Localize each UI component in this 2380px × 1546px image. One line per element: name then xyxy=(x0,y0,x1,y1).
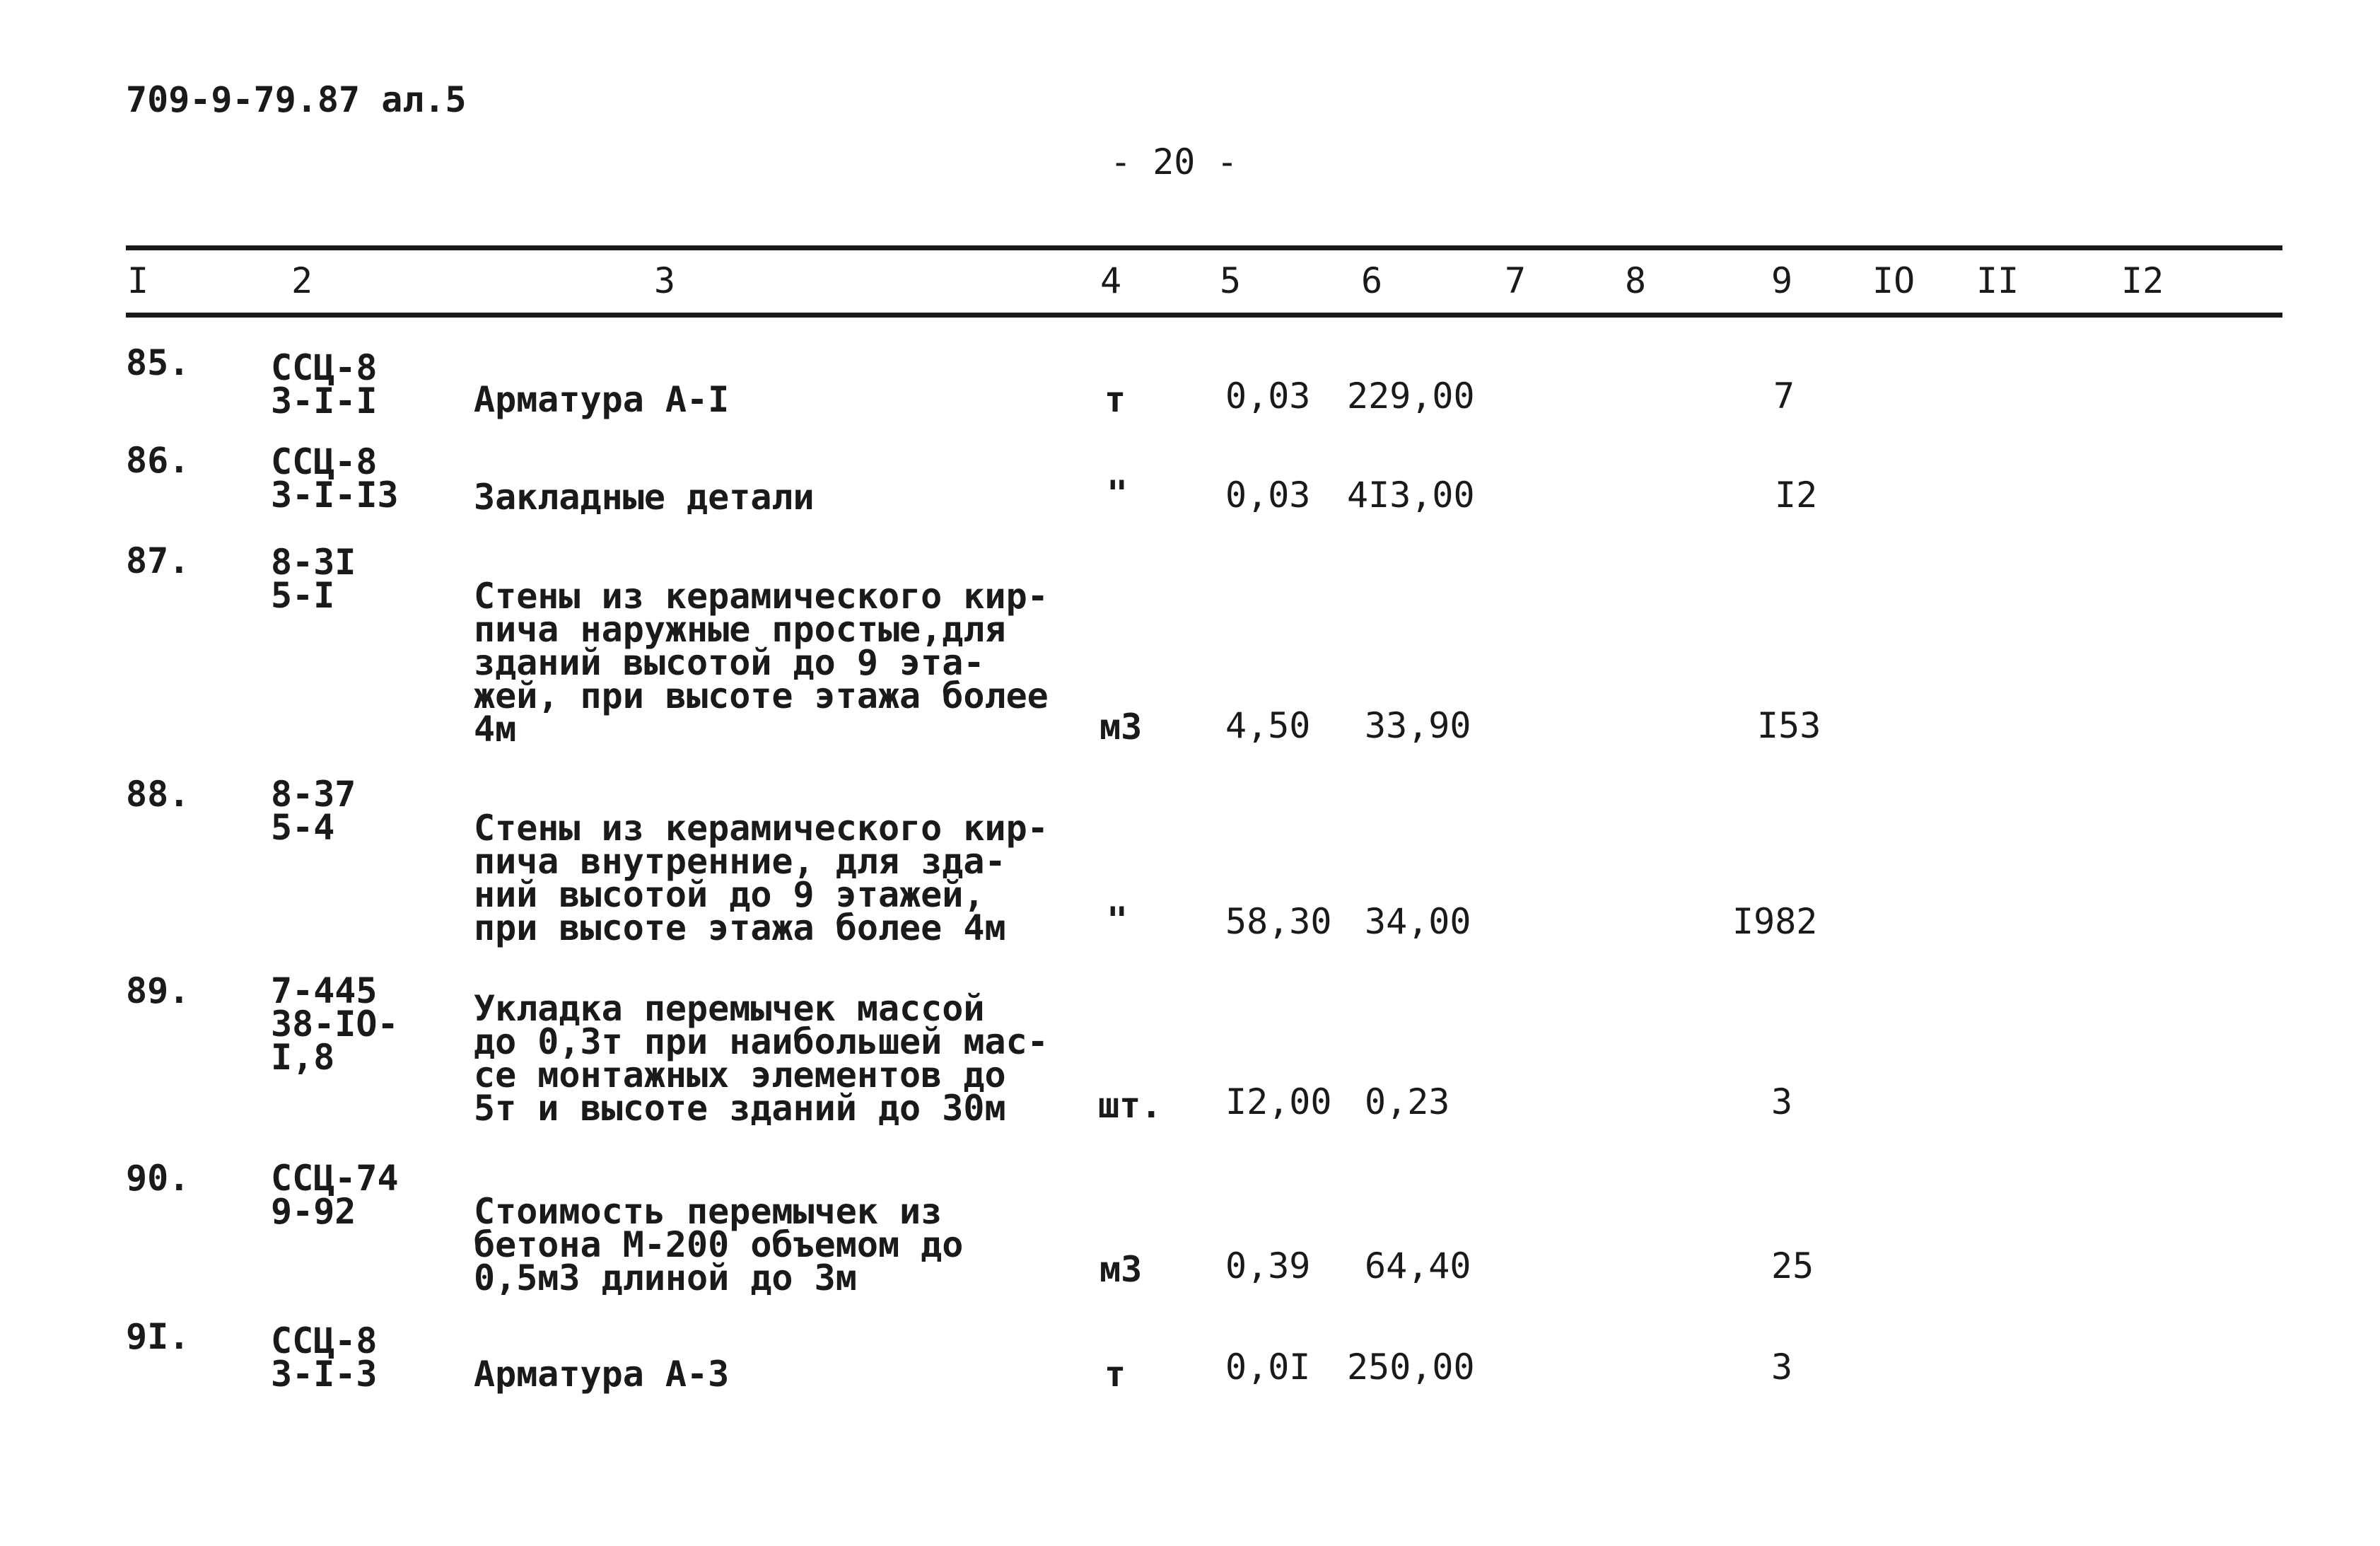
row-quantity: 0,0I xyxy=(1225,1347,1311,1388)
row-unit: т xyxy=(1104,1354,1126,1395)
col-header-5: 5 xyxy=(1220,260,1242,301)
col-header-12: I2 xyxy=(2121,260,2164,301)
row-unit: шт. xyxy=(1098,1085,1162,1126)
row-number: 89. xyxy=(126,970,190,1011)
col-header-3: 3 xyxy=(654,260,676,301)
row-price: 64,40 xyxy=(1365,1245,1471,1286)
row-quantity: 4,50 xyxy=(1225,705,1311,746)
row-unit: т xyxy=(1104,379,1126,420)
col-header-7: 7 xyxy=(1505,260,1527,301)
col-header-8: 8 xyxy=(1625,260,1647,301)
row-price: 4I3,00 xyxy=(1347,475,1475,516)
row-total: I982 xyxy=(1732,901,1818,942)
row-description: Закладные детали xyxy=(474,477,815,518)
row-description: Стены из керамического кир- пича внутренние, для зда- ний высотой до 9 этажей, при высоте этажа более 4м xyxy=(474,808,1049,948)
col-header-10: IO xyxy=(1872,260,1915,301)
row-code: 8-37 5-4 xyxy=(271,774,356,848)
row-price: 250,00 xyxy=(1347,1347,1475,1388)
row-quantity: 0,39 xyxy=(1225,1245,1311,1286)
row-quantity: 58,30 xyxy=(1225,901,1332,942)
row-total: 3 xyxy=(1771,1081,1793,1122)
row-total: I53 xyxy=(1757,705,1821,746)
page-number: - 20 - xyxy=(1110,141,1238,182)
row-total: 25 xyxy=(1771,1245,1814,1286)
row-number: 87. xyxy=(126,540,190,581)
col-header-2: 2 xyxy=(291,260,313,301)
document-code: 709-9-79.87 ал.5 xyxy=(126,79,467,120)
row-number: 85. xyxy=(126,342,190,383)
col-header-4: 4 xyxy=(1100,260,1122,301)
row-code: ССЦ-74 9-92 xyxy=(271,1158,399,1232)
row-total: 7 xyxy=(1773,376,1795,417)
row-number: 86. xyxy=(126,440,190,481)
table-top-rule xyxy=(126,245,2282,250)
row-description: Арматура А-I xyxy=(474,379,730,420)
row-unit: м3 xyxy=(1099,707,1143,748)
row-quantity: 0,03 xyxy=(1225,376,1311,417)
row-price: 34,00 xyxy=(1365,901,1471,942)
row-price: 0,23 xyxy=(1365,1081,1450,1122)
col-header-6: 6 xyxy=(1361,260,1383,301)
row-description: Арматура А-3 xyxy=(474,1354,730,1395)
row-price: 229,00 xyxy=(1347,376,1475,417)
col-header-11: II xyxy=(1976,260,2019,301)
row-number: 9I. xyxy=(126,1316,190,1357)
row-price: 33,90 xyxy=(1365,705,1471,746)
row-number: 90. xyxy=(126,1158,190,1199)
col-header-1: I xyxy=(127,260,149,301)
row-description: Стоимость перемычек из бетона М-200 объемом до 0,5м3 длиной до 3м xyxy=(474,1191,964,1298)
row-quantity: 0,03 xyxy=(1225,475,1311,516)
table-header-rule xyxy=(126,313,2282,318)
row-code: ССЦ-8 3-I-I xyxy=(271,347,378,422)
row-total: I2 xyxy=(1775,475,1818,516)
row-number: 88. xyxy=(126,774,190,815)
row-description: Стены из керамического кир- пича наружные простые,для зданий высотой до 9 эта- жей, при высоте этажа более 4м xyxy=(474,576,1049,750)
col-header-9: 9 xyxy=(1771,260,1793,301)
row-unit: м3 xyxy=(1099,1249,1143,1290)
row-code: 7-445 38-IO- I,8 xyxy=(271,970,399,1078)
row-description: Укладка перемычек массой до 0,3т при наибольшей мас- се монтажных элементов до 5т и высоте зданий до 30м xyxy=(474,988,1049,1129)
row-total: 3 xyxy=(1771,1347,1793,1388)
row-code: ССЦ-8 3-I-I3 xyxy=(271,441,399,516)
row-unit: " xyxy=(1107,900,1128,941)
row-unit: " xyxy=(1107,473,1128,514)
row-quantity: I2,00 xyxy=(1225,1081,1332,1122)
row-code: 8-3I 5-I xyxy=(271,542,356,616)
row-code: ССЦ-8 3-I-3 xyxy=(271,1320,378,1395)
